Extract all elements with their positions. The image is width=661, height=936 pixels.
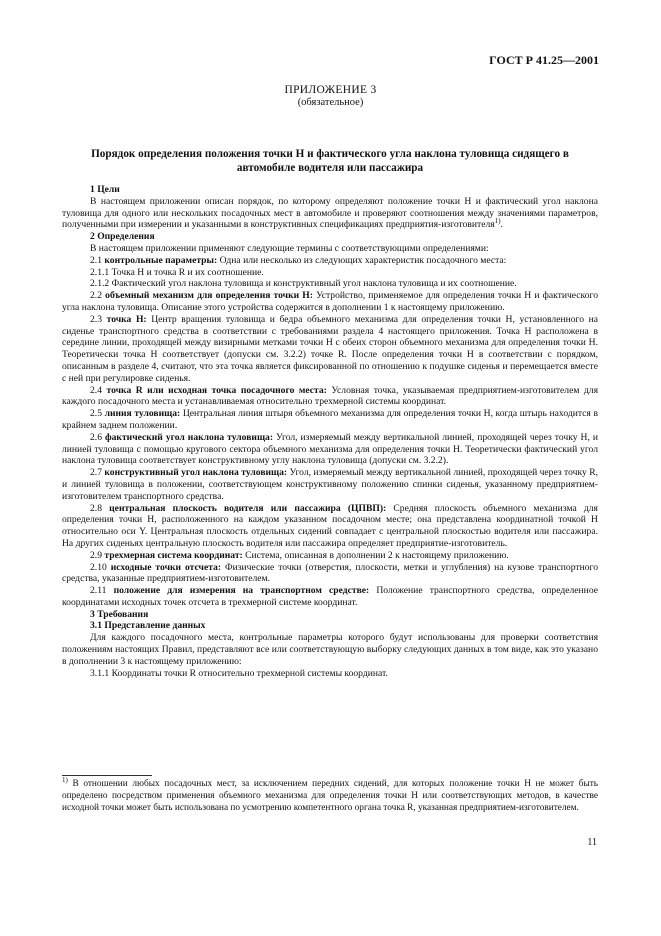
definition-2-1 xyxy=(62,255,598,267)
definition-2-8 xyxy=(62,503,598,550)
definition-term: трехмерная система координат: xyxy=(104,549,243,561)
definition-term: центральная плоскость водителя или пассажира (ЦПВП): xyxy=(109,502,387,514)
definition-term: фактический угол наклона туловища: xyxy=(105,431,274,443)
definition-2-4 xyxy=(62,385,598,409)
document-body xyxy=(62,184,599,679)
footnote-separator xyxy=(62,775,152,776)
definition-text: Средняя плоскость объемного механизма для определения точки Н, расположенного на каждом указанном посадочном месте; она представлена координатной точкой Н относительно оси Y. Центральная плоскость отдельных сидений совпадает с центральной плоскостью водителя или пассажира. На других сиденьях центральную плоскость водителя или пассажира определяет предприятие-изготовитель. xyxy=(62,502,598,549)
subsection-3-1-heading: 3.1 Представление данных xyxy=(90,620,206,632)
section-2-heading: 2 Определения xyxy=(90,231,155,243)
definition-number: 2.3 xyxy=(90,313,102,325)
definition-number: 2.10 xyxy=(90,561,107,573)
definition-2-5 xyxy=(62,408,598,432)
definition-2-9 xyxy=(62,550,598,562)
definition-number: 2.6 xyxy=(90,431,102,443)
definition-term: исходные точки отсчета: xyxy=(110,561,222,573)
definition-text: Угол, измеряемый между вертикальной линией, проходящей через точку R, и линией туловища в положении, соответствующем конструктивному положению спинки сиденья, указанному предприятием-изготовителем транспортного средства. xyxy=(62,467,599,502)
definition-2-1-2: 2.1.2 Фактический угол наклона туловища и конструктивный угол наклона туловища и их соотношение. xyxy=(90,278,517,290)
definition-number: 2.1 xyxy=(90,254,102,266)
section-1-text: В настоящем приложении описан порядок, по которому определяют положение точки Н и фактический угол наклона туловища для одного или нескольких посадочных мест в автомобиле и проверяют соотношения между значениями параметров, полученными при измерении и указанными в конструктивных спецификациях предприятия-изготовителя xyxy=(62,195,598,231)
definition-text: Физические точки (отверстия, плоскости, метки и углубления) на кузове транспортного средства, указанные предприятием-изготовителем. xyxy=(62,561,599,585)
definition-term: конструктивный угол наклона туловища: xyxy=(104,467,288,479)
definition-number: 2.5 xyxy=(90,408,102,420)
definition-number: 2.11 xyxy=(90,585,107,597)
definition-2-11 xyxy=(62,585,598,609)
definition-text: Устройство, применяемое для определения точки Н и фактического угла наклона туловища. Описание этого устройства содержится в дополнении 1 к настоящему приложению. xyxy=(62,290,598,313)
section-1-end: . xyxy=(500,219,503,231)
footnote-reference: 1) xyxy=(494,217,501,226)
definition-text: Центральная линия штыря объемного механизма для определения точки Н, когда штырь находится в крайнем заднем положении. xyxy=(62,408,598,431)
appendix-subtitle: (обязательное) xyxy=(297,97,364,108)
definition-2-2 xyxy=(62,290,598,314)
definition-text: Условная точка, указываемая предприятием-изготовителем для каждого посадочного места и устанавливаемая относительно трехмерной системы координат. xyxy=(62,384,598,408)
definition-text: Центр вращения туловища и бедра объемного механизма для определения точки Н, установленного на сиденье транспортного средства в соответствии с требованиями раздела 4 настоящего приложения. Точка Н расположена в середине линии, проходящей между визирными метками точки Н с обеих сторон объемного механизма для определения точки Н. Теоретически точка Н соответствует (допуски см. 3.2.2) точке R. После определения точки Н в соответствии с порядком, описанным в разделе 4, считают, что эта точка является фиксированной по отношению к подушке сиденья и перемещается вместе с ней при регулировке сиденья. xyxy=(62,313,599,384)
definition-2-6 xyxy=(62,432,598,467)
definition-text: Положение транспортного средства, определенное координатами исходных точек отсчета в трехмерной системе координат. xyxy=(62,585,598,608)
definition-text: Система, описанная в дополнении 2 к настоящему приложению. xyxy=(245,549,509,561)
definition-term: положение для измерения на транспортном средстве: xyxy=(113,585,370,597)
document-title: Порядок определения положения точки Н и фактического угла наклона туловища сидящего в автомобиле водителя или пассажира xyxy=(91,148,569,174)
definition-2-3 xyxy=(62,314,598,385)
paragraph-3-1-1: 3.1.1 Координаты точки R относительно трехмерной системы координат. xyxy=(90,667,388,679)
definition-term: контрольные параметры: xyxy=(104,254,218,266)
definition-number: 2.8 xyxy=(90,502,102,514)
page-number: 11 xyxy=(587,837,597,848)
section-2-intro: В настоящем приложении применяют следующие термины с соответствующими определениями: xyxy=(90,242,489,254)
footnote-text: В отношении любых посадочных мест, за исключением передних сидений, для которых положение точки Н не может быть определено посредством применения объемного механизма для определения точки Н или соответствующих методов, в качестве исходной точки может быть использована по усмотрению компетентного органа точка R, указанная предприятием-изготовителем. xyxy=(62,779,598,813)
definition-text: Одна или несколько из следующих характеристик посадочного места: xyxy=(219,254,507,266)
section-1-heading: 1 Цели xyxy=(90,184,120,195)
footnote xyxy=(62,775,598,814)
footnote-mark: 1) xyxy=(62,775,68,784)
definition-number: 2.7 xyxy=(90,467,102,479)
definition-2-1-1: 2.1.1 Точка Н и точка R и их соотношение. xyxy=(90,266,264,278)
definition-number: 2.4 xyxy=(90,384,102,396)
definition-term: точка Н: xyxy=(106,313,147,325)
definition-2-7 xyxy=(62,467,598,502)
section-1-paragraph xyxy=(62,196,598,231)
definition-term: линия туловища: xyxy=(104,408,181,420)
definition-number: 2.2 xyxy=(90,290,102,302)
definition-number: 2.9 xyxy=(90,549,102,561)
section-3-heading: 3 Требования xyxy=(90,608,149,620)
subsection-3-1-text: Для каждого посадочного места, контрольные параметры которого будут использованы для проверки соответствия положениям настоящих Правил, представляют все или соответствующую выборку следующих данных в том виде, как это указано в дополнении 3 к настоящему приложению: xyxy=(62,632,598,667)
definition-term: точка R или исходная точка посадочного места: xyxy=(106,384,327,396)
definition-2-10 xyxy=(62,562,598,586)
definition-text: Угол, измеряемый между вертикальной линией, проходящей через точку Н, и линией туловища с помощью кругового сектора объемного механизма для определения точки Н. Теоретически фактический угол наклона туловища соответствует конструктивному углу наклона туловища (допуски см. 3.2.2). xyxy=(62,431,598,467)
standard-number: ГОСТ Р 41.25—2001 xyxy=(489,53,599,67)
definition-term: объемный механизм для определения точки Н: xyxy=(105,290,313,302)
appendix-title: ПРИЛОЖЕНИЕ 3 xyxy=(284,84,377,96)
